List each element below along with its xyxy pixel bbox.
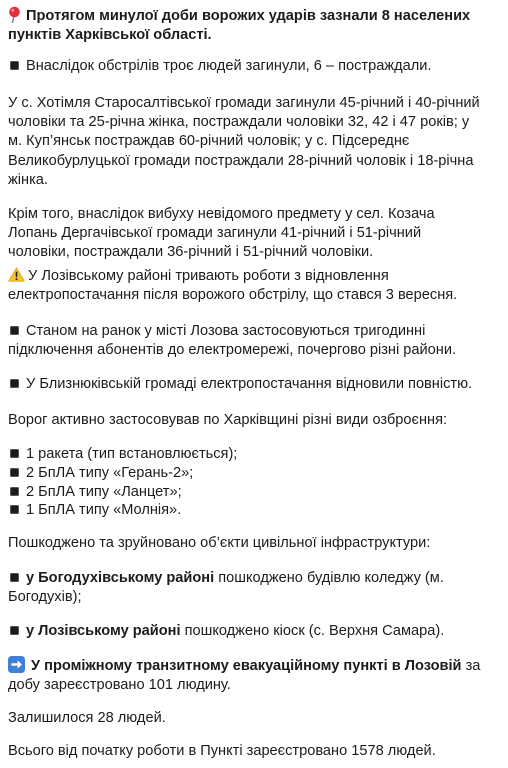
damage-text: Богодухів); xyxy=(8,589,82,606)
blyzniuky-paragraph xyxy=(8,375,500,394)
evacuation-line-2: добу зареєстровано 101 людину. xyxy=(8,677,231,694)
black-square-icon xyxy=(10,487,19,496)
headline xyxy=(8,6,500,45)
list-item: 2 БпЛА типу «Герань-2»; xyxy=(8,464,500,483)
casualties-paragraph xyxy=(8,57,500,76)
headline-line-1: Протягом минулої доби ворожих ударів зазнали 8 населених xyxy=(26,8,471,24)
black-square-icon xyxy=(10,468,19,477)
explosion-line: чоловіки, постраждали 36-річний і 51-річний чоловіки. xyxy=(8,244,374,261)
explosion-paragraph xyxy=(8,205,500,263)
lozova-outage-paragraph xyxy=(8,322,500,360)
warning-icon xyxy=(8,267,25,282)
lozova-power-paragraph xyxy=(8,267,500,305)
details-line: м. Куп’янськ постраждав 60-річний чоловік; у с. Підсереднє xyxy=(8,133,410,150)
details-line: жінка. xyxy=(8,171,48,188)
damage-text: пошкоджено кіоск (с. Верхня Самара). xyxy=(180,623,445,639)
lozova-outage-line-1: Станом на ранок у місті Лозова застосовуються тригодинні xyxy=(26,323,426,339)
list-item: 1 БпЛА типу «Молнія». xyxy=(8,501,500,520)
infrastructure-intro-text: Пошкоджено та зруйновано об’єкти цивільної інфраструктури: xyxy=(8,535,431,551)
damage-text: пошкоджено будівлю коледжу (м. xyxy=(214,570,444,586)
evacuation-text: за xyxy=(461,658,481,674)
district-name: у Богодухівському районі xyxy=(26,570,215,586)
round-pushpin-icon xyxy=(8,6,21,23)
details-paragraph xyxy=(8,94,500,190)
details-line: Великобурлуцької громади постраждали 28-річний чоловік і 18-річна xyxy=(8,152,474,169)
weapons-intro-text: Ворог активно застосовував по Харківщині різні види озброєння: xyxy=(8,412,448,428)
infrastructure-item xyxy=(8,622,500,641)
list-item: 1 ракета (тип встановлюється); xyxy=(8,445,500,464)
lozova-outage-line-2: підключення абонентів до електромережі, почергово різні райони. xyxy=(8,342,457,359)
headline-line-2: пунктів Харківської області. xyxy=(8,27,212,44)
total-text: Всього від початку роботи в Пункті зареєстровано 1578 людей. xyxy=(8,743,436,759)
remaining-text: Залишилося 28 людей. xyxy=(8,710,166,726)
blyzniuky-text: У Близнюківській громаді електропостачання відновили повністю. xyxy=(26,376,473,392)
list-item: 2 БпЛА типу «Ланцет»; xyxy=(8,483,500,502)
explosion-line: Крім того, внаслідок вибуху невідомого предмету у сел. Козача xyxy=(8,206,435,222)
lozova-power-line-2: електропостачання після ворожого обстрілу, що стався 3 вересня. xyxy=(8,287,458,304)
black-square-icon xyxy=(10,626,19,635)
details-line: У с. Хотімля Старосалтівської громади загинули 45-річний і 40-річний xyxy=(8,95,480,111)
evacuation-bold-text: У проміжному транзитному евакуаційному пункті в Лозовій xyxy=(31,658,462,674)
black-square-icon xyxy=(10,505,19,514)
black-square-icon xyxy=(10,326,19,335)
black-square-icon xyxy=(10,379,19,388)
weapons-list xyxy=(8,445,500,520)
details-line: чоловіки та 25-річна жінка, постраждали чоловіки 32, 42 і 47 років; у xyxy=(8,114,470,131)
evacuation-paragraph xyxy=(8,656,500,695)
lozova-power-line-1: У Лозівському районі тривають роботи з відновлення xyxy=(28,268,389,284)
remaining-paragraph xyxy=(8,709,500,728)
total-paragraph xyxy=(8,742,500,761)
casualties-text: Внаслідок обстрілів троє людей загинули, 6 – постраждали. xyxy=(26,58,432,74)
black-square-icon xyxy=(10,61,19,70)
right-arrow-icon xyxy=(8,656,25,673)
black-square-icon xyxy=(10,449,19,458)
weapons-intro xyxy=(8,411,500,430)
explosion-line: Лопань Дергачівської громади загинули 41-річний і 51-річний xyxy=(8,225,422,242)
district-name: у Лозівському районі xyxy=(26,623,181,639)
black-square-icon xyxy=(10,573,19,582)
infrastructure-item xyxy=(8,569,500,607)
infrastructure-intro xyxy=(8,534,500,553)
